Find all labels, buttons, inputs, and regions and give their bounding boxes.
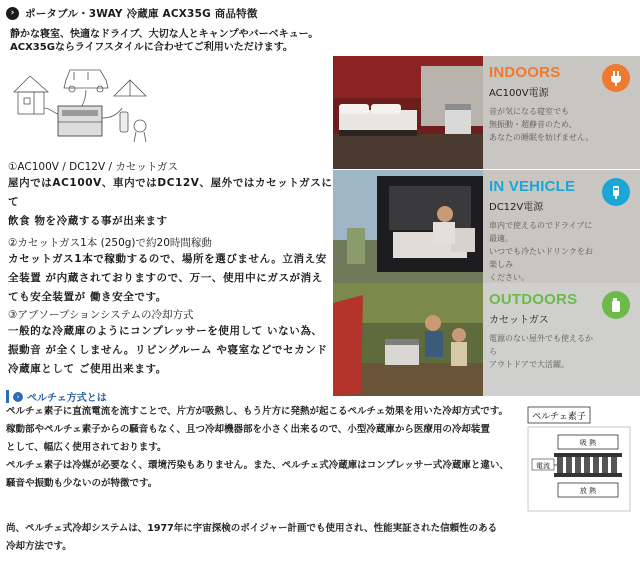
section-title: ペルチェ方式とは bbox=[27, 393, 107, 404]
paragraph-line: 冷却方法です。 bbox=[6, 541, 72, 552]
panel-info bbox=[489, 291, 599, 371]
peltier-elements bbox=[557, 457, 617, 473]
panel-desc-line: いつでも冷たいドリンクをお楽しみ bbox=[489, 247, 593, 269]
panel-title: OUTDOORS bbox=[489, 291, 578, 308]
gas-can-icon bbox=[602, 291, 630, 319]
panel-title: IN VEHICLE bbox=[489, 178, 576, 195]
feature-body-line: 冷蔵庫として ご使用出来ます。 bbox=[8, 363, 167, 375]
lower-conductor bbox=[554, 473, 622, 477]
feature-3 bbox=[8, 308, 333, 379]
panel-subtitle: DC12V電源 bbox=[489, 202, 544, 213]
upper-conductor bbox=[554, 453, 622, 457]
peltier-paragraph-1 bbox=[6, 403, 516, 457]
feature-body-line: 一般的な冷蔵庫のようにコンプレッサーを使用して いない為、 bbox=[8, 325, 323, 337]
intro-line: 静かな寝室、快適なドライブ、大切な人とキャンプやバーベキュー。 bbox=[10, 29, 319, 40]
car-charger-icon bbox=[602, 178, 630, 206]
feature-body-line: 全装置 が内蔵されておりますので、万一、使用中にガスが消え bbox=[8, 272, 323, 284]
feature-title: ①AC100V / DC12V / カセットガス bbox=[8, 161, 179, 173]
peltier-paragraph-3 bbox=[6, 520, 516, 556]
outdoors-panel bbox=[333, 283, 640, 396]
top-label: 吸 熱 bbox=[579, 439, 597, 447]
page-title-row bbox=[6, 6, 258, 21]
feature-2 bbox=[8, 236, 333, 307]
intro-text bbox=[10, 28, 330, 54]
intro-line: ACX35Gならライフスタイルに合わせてご利用いただけます。 bbox=[10, 42, 293, 53]
diagram-label: ペルチェ素子 bbox=[532, 412, 586, 422]
feature-body bbox=[8, 174, 333, 231]
lifestyle-sketch-illustration bbox=[8, 62, 168, 150]
panel-desc-line: 音が気になる寝室でも bbox=[489, 107, 569, 116]
panel-desc-line: あなたの睡眠を妨げません。 bbox=[489, 133, 594, 142]
feature-body-line: カセットガス1本で稼動するので、場所を選びません。立消え安 bbox=[8, 253, 327, 265]
feature-title: ③アブソープションシステムの冷却方式 bbox=[8, 309, 194, 321]
page-title: ポータブル・3WAY 冷蔵庫 ACX35G 商品特徴 bbox=[25, 8, 258, 20]
panel-desc-line: 車内で使えるのでドライブに最適。 bbox=[489, 221, 593, 243]
current-label: 電流 bbox=[536, 462, 550, 470]
feature-body bbox=[8, 250, 333, 307]
panel-description bbox=[489, 332, 599, 371]
circle-arrow-icon: › bbox=[13, 392, 23, 402]
panel-info bbox=[489, 64, 599, 144]
outdoors-photo bbox=[333, 283, 483, 396]
paragraph-line: 尚、ペルチェ式冷却システムは、1977年に宇宙探検のボイジャー計画でも使用され、性能実証された信頼性のある bbox=[6, 523, 498, 534]
feature-1 bbox=[8, 160, 333, 231]
bedroom-photo bbox=[333, 56, 483, 169]
panel-info bbox=[489, 178, 599, 283]
paragraph-line: 稼動部やペルチェ素子からの騒音もなく、且つ冷却機器部を小さく出来るので、小型冷蔵庫から医療用の冷却装置 bbox=[6, 424, 490, 435]
panel-desc-line: ください。 bbox=[489, 273, 529, 282]
paragraph-line: ペルチェ素子に直流電流を流すことで、片方が吸熱し、もう片方に発熱が起こるペルチェ効果を用いた冷却方式です。 bbox=[6, 406, 508, 417]
feature-body-line: 屋内ではAC100V、車内ではDC12V、屋外ではカセットガスにて bbox=[8, 177, 333, 208]
circle-arrow-icon: › bbox=[6, 7, 19, 20]
panel-subtitle: AC100V電源 bbox=[489, 88, 549, 99]
peltier-diagram bbox=[524, 405, 634, 513]
paragraph-line: ペルチェ素子は冷媒が必要なく、環境汚染もありません。また、ペルチェ式冷蔵庫はコンプレッサー式冷蔵庫と違い、 bbox=[6, 460, 509, 471]
panel-description bbox=[489, 219, 599, 283]
vehicle-panel bbox=[333, 170, 640, 283]
panel-desc-line: アウトドアで大活躍。 bbox=[489, 360, 569, 369]
vehicle-photo bbox=[333, 170, 483, 283]
bottom-label: 放 熱 bbox=[579, 487, 597, 495]
paragraph-line: 騒音や振動も少ないのが特徴です。 bbox=[6, 478, 158, 489]
panel-title: INDOORS bbox=[489, 64, 561, 81]
feature-body bbox=[8, 322, 333, 379]
feature-title: ②カセットガス1本 (250g)で約20時間稼動 bbox=[8, 237, 212, 249]
feature-body-line: ても安全装置が 働き安全です。 bbox=[8, 291, 167, 303]
panel-subtitle: カセットガス bbox=[489, 315, 549, 326]
plug-icon bbox=[602, 64, 630, 92]
feature-body-line: 飲食 物を冷蔵する事が出来ます bbox=[8, 215, 168, 227]
panel-desc-line: 電源のない屋外でも使えるから bbox=[489, 334, 593, 356]
indoors-panel bbox=[333, 56, 640, 169]
panel-description bbox=[489, 105, 599, 144]
paragraph-line: として、幅広く使用されております。 bbox=[6, 442, 167, 453]
feature-body-line: 振動音 が全くしません。リビングルーム や寝室などでセカンド bbox=[8, 344, 328, 356]
peltier-paragraph-2 bbox=[6, 457, 516, 493]
panel-desc-line: 無振動・超静音のため、 bbox=[489, 120, 577, 129]
section-accent-bar bbox=[6, 390, 9, 403]
peltier-section-heading bbox=[6, 389, 107, 404]
